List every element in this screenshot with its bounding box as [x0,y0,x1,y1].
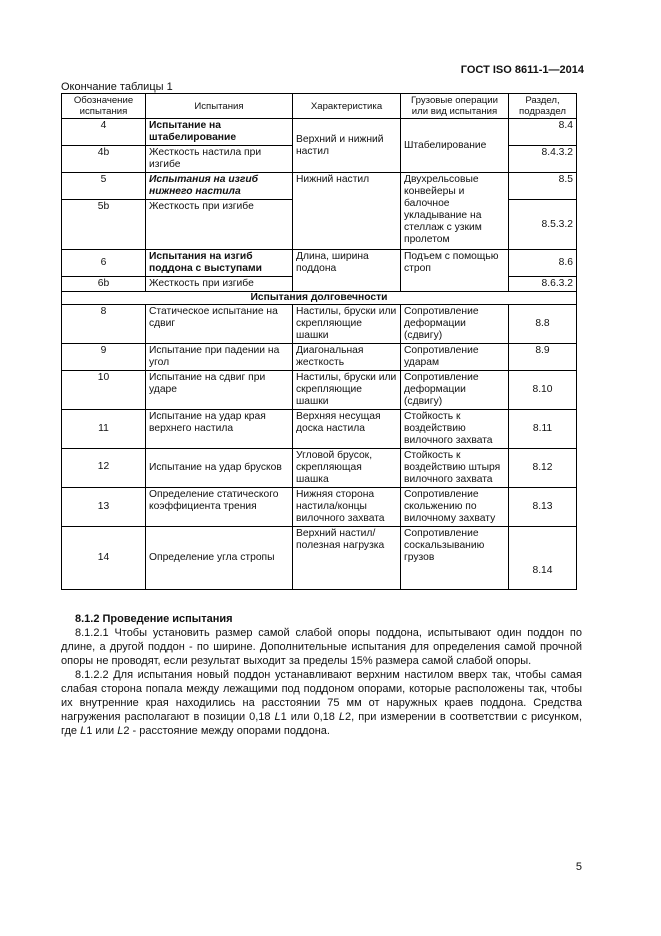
header-designation: Обозначение испытания [62,94,146,119]
row-section: 8.12 [509,449,577,488]
row-characteristic: Верхний настил/полезная нагрузка [293,527,401,590]
row-characteristic: Верхняя несущая доска настила [293,410,401,449]
table-row [62,449,577,488]
table-row [62,173,577,200]
row-section: 8.5 [509,173,577,200]
header-characteristic: Характеристика [293,94,401,119]
p2-part-a: 8.1.2.2 Для испытания новый поддон устанавливают верхним настилом вверх так, чтобы самая слабая сторона попала между лежащими под поддоном опорами, которые расположены так, чтобы их внутренние края находились на расстоянии 75 мм от наружных краев поддона. Средства нагружения располагают в позиции 0,18 [61,669,582,723]
row-operation: Штабелирование [401,119,509,173]
section-row [62,292,577,305]
row-operation: Сопротивление соскальзыванию грузов [401,527,509,590]
row-id: 4b [62,146,146,173]
subsection-heading: 8.1.2 Проведение испытания [75,613,233,625]
page-number: 5 [575,861,582,873]
p2-var-l2: L [338,711,346,723]
row-characteristic: Угловой брусок, скрепляющая шашка [293,449,401,488]
row-test: Испытание при падении на угол [146,344,293,371]
header-operation: Грузовые операции или вид испытания [401,94,509,119]
p2-var-l4: L [117,725,124,737]
row-id: 5b [62,200,146,250]
table-header-row [62,94,577,119]
row-id: 11 [62,410,146,449]
row-characteristic: Настилы, бруски или скрепляющие шашки [293,305,401,344]
p2-var-l1: L [274,711,281,723]
row-test: Определение статического коэффициента трения [146,488,293,527]
header-tests: Испытания [146,94,293,119]
row-id: 4 [62,119,146,146]
row-operation: Сопротивление ударам [401,344,509,371]
table-row [62,305,577,344]
table-row [62,371,577,410]
document-code: ГОСТ ISO 8611-1—2014 [460,64,584,76]
row-test: Испытание на сдвиг при ударе [146,371,293,410]
row-id: 12 [62,449,146,488]
row-id: 13 [62,488,146,527]
p2-var-l3: L [80,725,87,737]
row-section: 8.9 [509,344,577,371]
row-characteristic: Нижний настил [293,173,401,250]
row-test: Испытание на удар края верхнего настила [146,410,293,449]
table-row [62,344,577,371]
row-test: Определение угла стропы [146,527,293,590]
tests-table [61,93,577,590]
row-characteristic: Длина, ширина поддона [293,250,401,292]
row-test: Жесткость при изгибе [146,277,293,292]
row-operation: Сопротивление деформации (сдвигу) [401,305,509,344]
row-characteristic: Верхний и нижний настил [293,119,401,173]
p2-part-c: 2, при измерении в соответствии с рисунком, где [61,711,583,737]
row-section: 8.14 [509,527,577,590]
row-operation: Сопротивление скольжению по вилочному захвату [401,488,509,527]
table-row [62,410,577,449]
table-caption: Окончание таблицы 1 [61,81,173,93]
row-id: 5 [62,173,146,200]
row-operation: Сопротивление деформации (сдвигу) [401,371,509,410]
row-id: 8 [62,305,146,344]
row-operation: Стойкость к воздействию вилочного захвата [401,410,509,449]
row-test: Жесткость при изгибе [146,200,293,250]
row-test: Испытания на изгиб поддона с выступами [146,250,293,277]
row-section: 8.8 [509,305,577,344]
table-row [62,527,577,590]
p2-part-e: 2 - расстояние между опорами поддона. [123,725,330,737]
row-operation: Подъем с помощью строп [401,250,509,292]
row-section: 8.10 [509,371,577,410]
body-text [61,612,582,738]
row-test: Жесткость настила при изгибе [146,146,293,173]
header-section: Раздел, подраздел [509,94,577,119]
table-row [62,488,577,527]
row-id: 14 [62,527,146,590]
row-operation: Двухрельсовые конвейеры и балочное укладывание на стеллаж с узким пролетом [401,173,509,250]
row-id: 6b [62,277,146,292]
row-test: Испытания на изгиб нижнего настила [146,173,293,200]
row-operation: Стойкость к воздействию штыря вилочного захвата [401,449,509,488]
row-section: 8.4 [509,119,577,146]
paragraph-8-1-2-1: 8.1.2.1 Чтобы установить размер самой слабой опоры поддона, испытывают один поддон по длине, а другой поддон - по ширине. Дополнительные испытания для определения самой прочной опоры не проводят, если результат выходит за пределы 15% размера самой слабой опоры. [61,627,582,667]
row-characteristic: Настилы, бруски или скрепляющие шашки [293,371,401,410]
section-title: Испытания долговечности [62,292,577,305]
row-test: Испытание на штабелирование [146,119,293,146]
table-row [62,250,577,277]
paragraph-8-1-2-2 [61,668,582,738]
p2-part-d: 1 или [86,725,115,737]
p2-part-b: 1 или 0,18 [280,711,335,723]
row-test: Испытание на удар брусков [146,449,293,488]
row-section: 8.13 [509,488,577,527]
row-id: 6 [62,250,146,277]
row-section: 8.11 [509,410,577,449]
row-characteristic: Нижняя сторона настила/концы вилочного захвата [293,488,401,527]
row-section: 8.5.3.2 [509,200,577,250]
row-test: Статическое испытание на сдвиг [146,305,293,344]
row-section: 8.6 [509,250,577,277]
row-section: 8.4.3.2 [509,146,577,173]
row-characteristic: Диагональная жесткость [293,344,401,371]
row-id: 9 [62,344,146,371]
row-id: 10 [62,371,146,410]
table-row [62,119,577,146]
row-section: 8.6.3.2 [509,277,577,292]
